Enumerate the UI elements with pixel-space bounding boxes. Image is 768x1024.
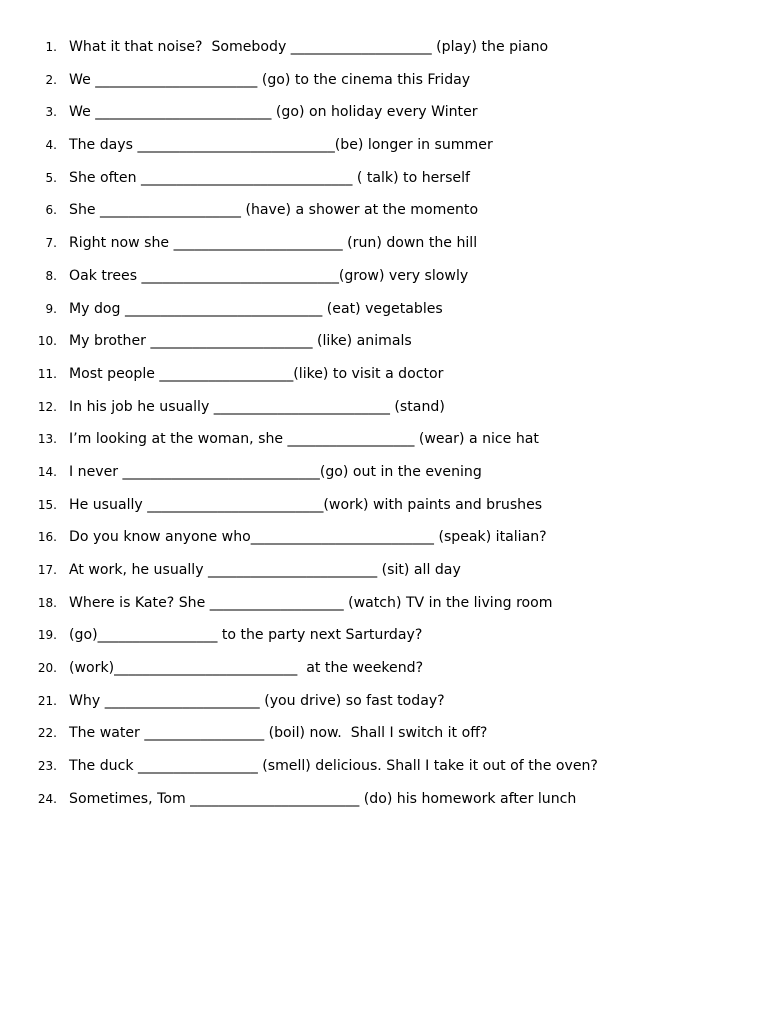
item-text: My dog ____________________________ (eat) vegetables: [69, 300, 443, 317]
item-text: She often ______________________________ ( talk) to herself: [69, 169, 470, 186]
item-number: 21.: [37, 693, 57, 708]
item-number: 7.: [45, 236, 57, 251]
list-item: [0, 725, 768, 758]
item-text: Most people ___________________(like) to visit a doctor: [69, 365, 444, 382]
item-number: 14.: [37, 464, 57, 479]
item-number: 12.: [37, 399, 57, 414]
item-number: 2.: [45, 72, 57, 87]
item-text: The days ____________________________(be) longer in summer: [69, 137, 493, 154]
list-item: [0, 693, 768, 726]
item-text: The duck _________________ (smell) delicious. Shall I take it out of the oven?: [69, 758, 598, 775]
list-item: [0, 301, 768, 334]
item-text: The water _________________ (boil) now. Shall I switch it off?: [69, 725, 488, 742]
item-text: Do you know anyone who__________________________ (speak) italian?: [69, 529, 547, 546]
item-text: We _______________________ (go) to the cinema this Friday: [69, 71, 471, 88]
item-text: (work)__________________________ at the weekend?: [69, 660, 424, 677]
item-text: In his job he usually _________________________ (stand): [69, 398, 445, 415]
list-item: [0, 758, 768, 791]
item-text: She ____________________ (have) a shower at the momento: [69, 202, 479, 219]
item-text: Sometimes, Tom ________________________ (do) his homework after lunch: [69, 790, 577, 807]
list-item: [0, 170, 768, 203]
item-text: (go)_________________ to the party next Sarturday?: [69, 627, 423, 644]
item-text: What it that noise? Somebody ____________________ (play) the piano: [69, 39, 549, 55]
item-number: 1.: [45, 40, 57, 54]
item-text: Where is Kate? She ___________________ (watch) TV in the living room: [69, 594, 553, 611]
item-number: 22.: [37, 726, 57, 741]
item-number: 4.: [45, 138, 57, 153]
list-item: [0, 39, 768, 72]
list-item: [0, 366, 768, 399]
item-number: 19.: [37, 628, 57, 643]
item-number: 6.: [45, 203, 57, 218]
item-text: He usually _________________________(work) with paints and brushes: [69, 496, 543, 513]
list-item: [0, 791, 768, 824]
list-item: [0, 595, 768, 628]
item-text: Why ______________________ (you drive) so fast today?: [69, 692, 445, 709]
item-text: Oak trees ____________________________(grow) very slowly: [69, 267, 469, 284]
list-item: [0, 104, 768, 137]
item-number: 18.: [37, 595, 57, 610]
list-item: [0, 268, 768, 301]
item-number: 16.: [37, 530, 57, 545]
list-item: [0, 660, 768, 693]
list-item: [0, 137, 768, 170]
list-item: [0, 72, 768, 105]
item-text: We _________________________ (go) on holiday every Winter: [69, 104, 478, 121]
list-item: [0, 497, 768, 530]
item-number: 15.: [37, 497, 57, 512]
item-number: 24.: [37, 791, 57, 806]
item-number: 13.: [37, 432, 57, 447]
list-item: [0, 202, 768, 235]
item-text: I’m looking at the woman, she __________________ (wear) a nice hat: [69, 431, 539, 448]
item-number: 9.: [45, 301, 57, 316]
list-item: [0, 235, 768, 268]
list-item: [0, 627, 768, 660]
item-text: My brother _______________________ (like) animals: [69, 333, 412, 350]
list-item: [0, 431, 768, 464]
item-number: 23.: [37, 759, 57, 774]
item-number: 20.: [37, 661, 57, 676]
item-number: 3.: [45, 105, 57, 120]
exercise-list: [0, 39, 768, 824]
list-item: [0, 399, 768, 432]
item-text: Right now she ________________________ (run) down the hill: [69, 235, 478, 252]
list-item: [0, 529, 768, 562]
item-number: 11.: [37, 366, 57, 381]
list-item: [0, 333, 768, 366]
item-text: I never ____________________________(go) out in the evening: [69, 463, 482, 480]
item-number: 17.: [37, 563, 57, 577]
item-text: At work, he usually ________________________ (sit) all day: [69, 562, 461, 578]
item-number: 10.: [37, 334, 57, 349]
item-number: 8.: [45, 268, 57, 283]
item-number: 5.: [45, 170, 57, 185]
list-item: [0, 464, 768, 497]
list-item: [0, 562, 768, 595]
